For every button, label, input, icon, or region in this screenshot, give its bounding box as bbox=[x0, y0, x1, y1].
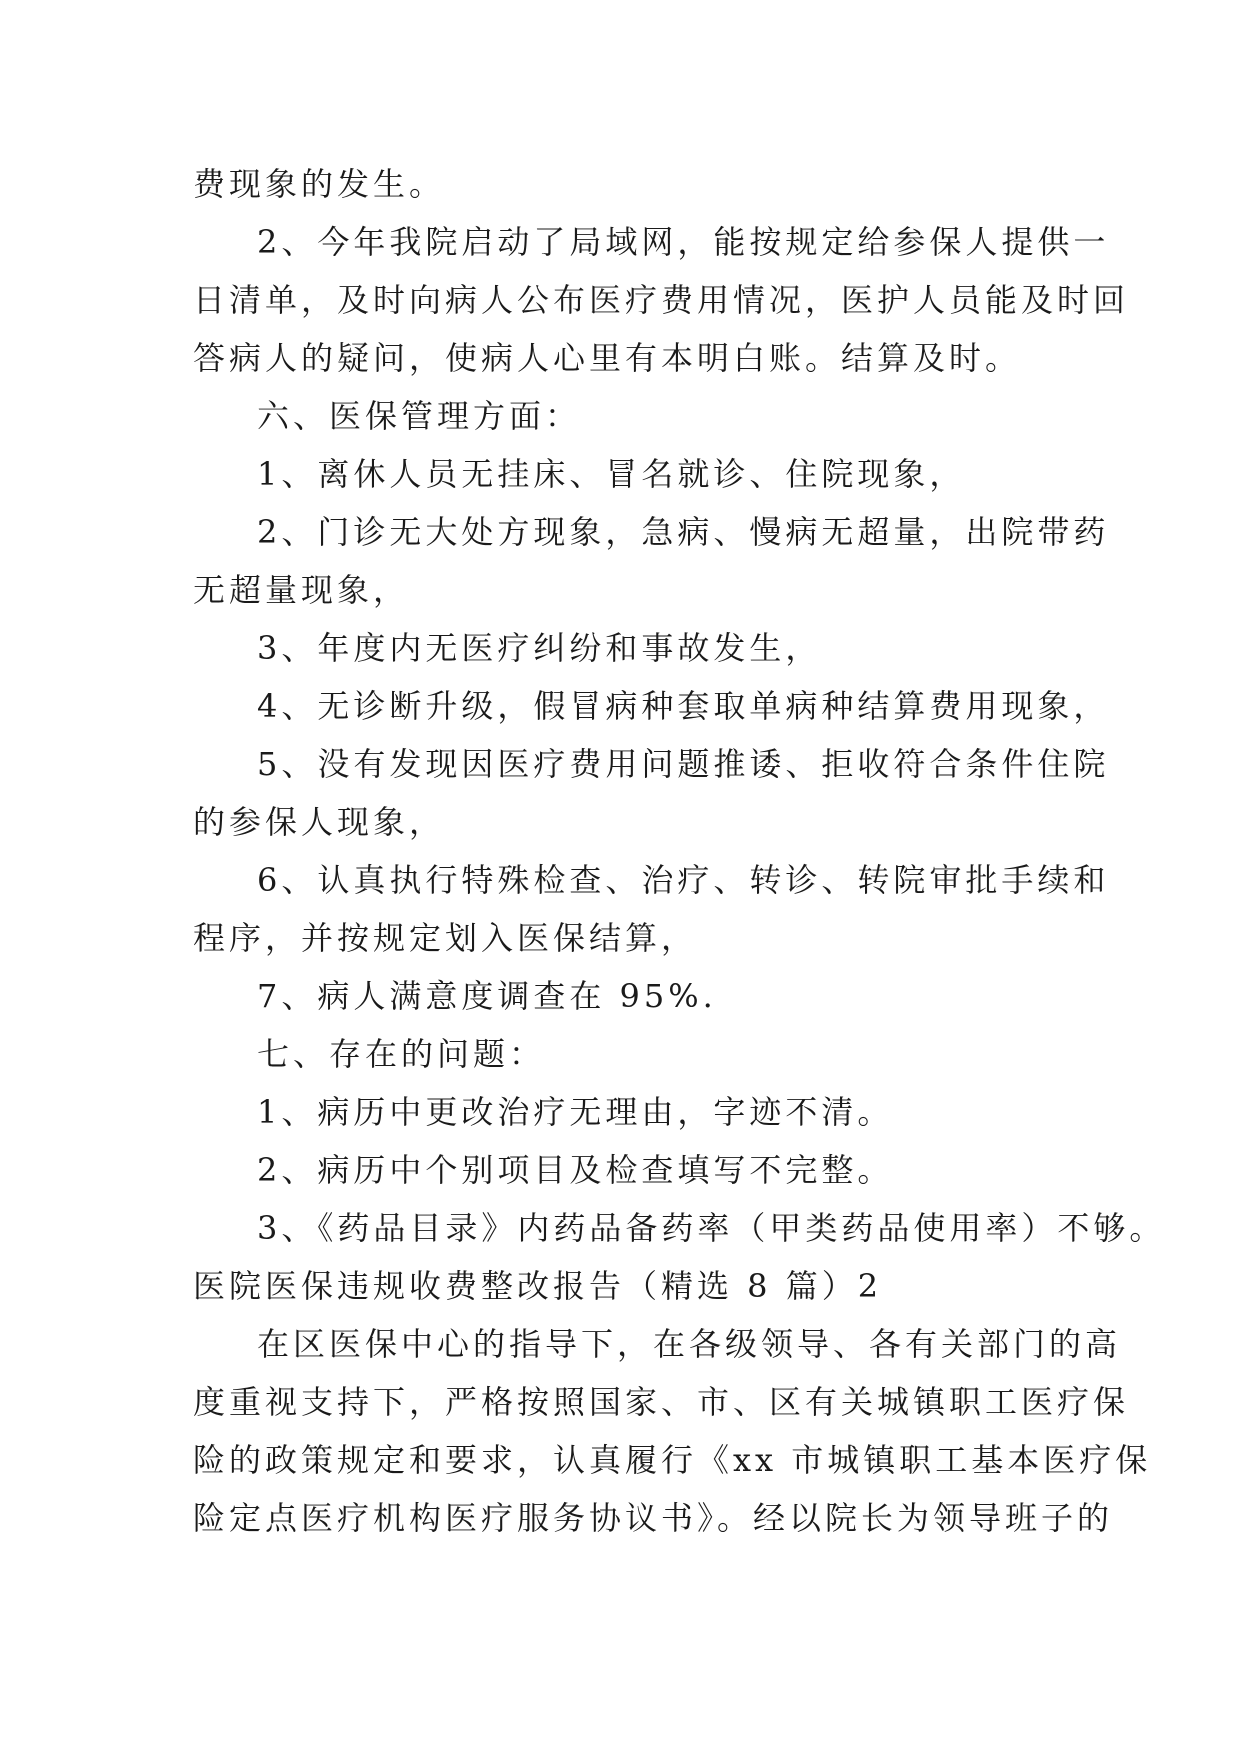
text-line: 3、年度内无医疗纠纷和事故发生， bbox=[257, 629, 822, 667]
text-line: 1、离休人员无挂床、冒名就诊、住院现象， bbox=[257, 455, 966, 493]
text-line: 2、门诊无大处方现象，急病、慢病无超量，出院带药 bbox=[257, 513, 1110, 551]
text-line: 无超量现象， bbox=[193, 571, 410, 609]
text-line: 1、病历中更改治疗无理由，字迹不清。 bbox=[257, 1093, 894, 1131]
document-title: 医院医保违规收费整改报告（精选 8 篇）2 bbox=[193, 1267, 883, 1305]
text-line: 费现象的发生。 bbox=[193, 165, 446, 203]
text-line: 2、今年我院启动了局域网，能按规定给参保人提供一 bbox=[257, 223, 1110, 261]
text-line: 度重视支持下，严格按照国家、市、区有关城镇职工医疗保 bbox=[193, 1383, 1130, 1421]
text-line: 险的政策规定和要求，认真履行《xx 市城镇职工基本医疗保 bbox=[193, 1441, 1152, 1479]
text-line: 6、认真执行特殊检查、治疗、转诊、转院审批手续和 bbox=[257, 861, 1110, 899]
text-line: 7、病人满意度调查在 95%. bbox=[257, 977, 717, 1015]
text-line: 险定点医疗机构医疗服务协议书》。经以院长为领导班子的 bbox=[193, 1499, 1114, 1537]
text-line: 在区医保中心的指导下，在各级领导、各有关部门的高 bbox=[257, 1325, 1122, 1363]
text-line: 程序，并按规定划入医保结算， bbox=[193, 919, 698, 957]
text-line: 5、没有发现因医疗费用问题推诿、拒收符合条件住院 bbox=[257, 745, 1110, 783]
text-line: 日清单，及时向病人公布医疗费用情况，医护人员能及时回 bbox=[193, 281, 1130, 319]
document-body bbox=[193, 155, 1166, 1547]
section-heading: 六、医保管理方面： bbox=[257, 397, 582, 435]
text-line: 答病人的疑问，使病人心里有本明白账。结算及时。 bbox=[193, 339, 1022, 377]
text-line: 3、《药品目录》内药品备药率（甲类药品使用率）不够。 bbox=[257, 1209, 1166, 1247]
section-heading: 七、存在的问题： bbox=[257, 1035, 546, 1073]
text-line: 的参保人现象， bbox=[193, 803, 446, 841]
text-line: 4、无诊断升级，假冒病种套取单病种结算费用现象， bbox=[257, 687, 1110, 725]
text-line: 2、病历中个别项目及检查填写不完整。 bbox=[257, 1151, 894, 1189]
